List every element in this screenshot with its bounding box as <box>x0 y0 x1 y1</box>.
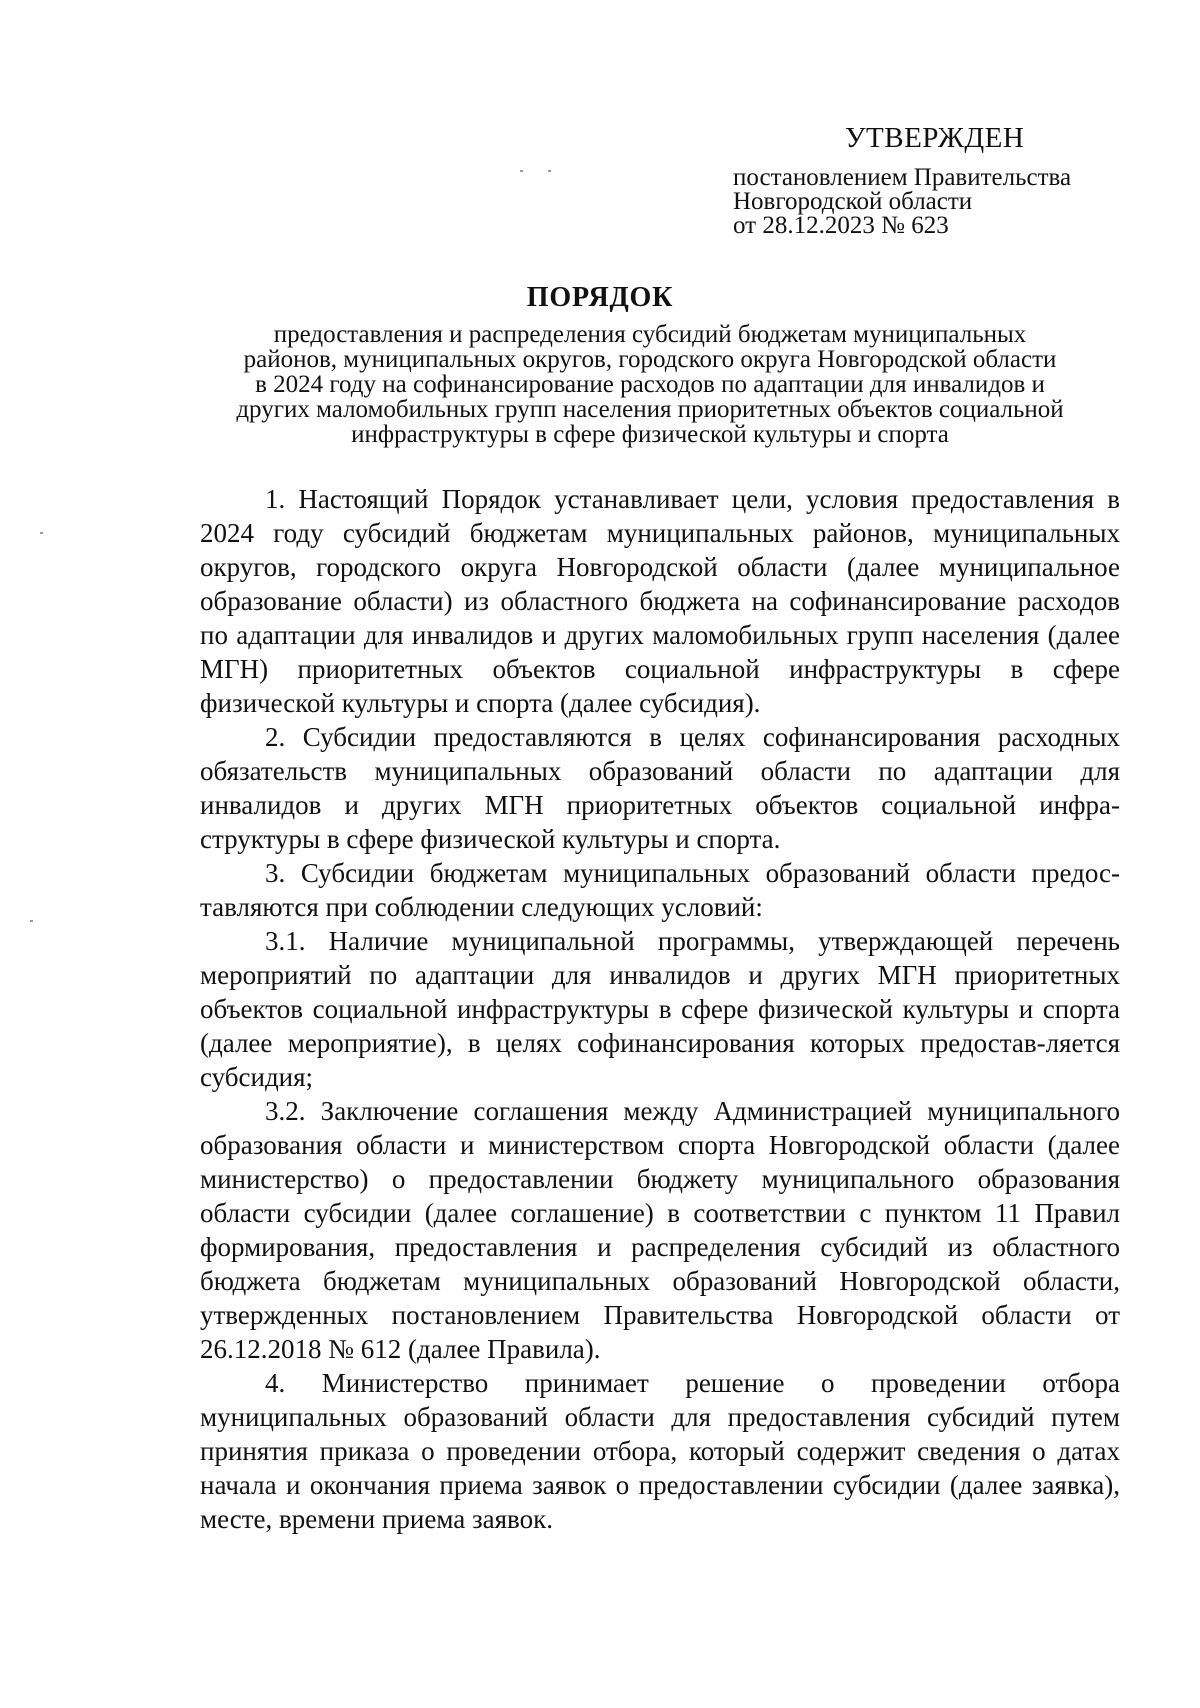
document-subtitle <box>190 322 1110 447</box>
approval-line: от 28.12.2023 № 623 <box>733 212 949 239</box>
document-body <box>200 482 1120 1536</box>
subtitle-line: предоставления и распределения субсидий бюджетам муниципальных <box>273 321 1027 348</box>
approval-line: Новгородской области <box>733 188 973 215</box>
scan-speck <box>40 532 43 534</box>
subtitle-line: инфраструктуры в сфере физической культуры и спорта <box>351 421 949 448</box>
scan-speck <box>520 170 523 172</box>
subtitle-line: в 2024 году на софинансирование расходов по адаптации для инвалидов и <box>255 371 1045 398</box>
paragraph-3-2: 3.2. Заключение соглашения между Администрацией муниципального образования области и министерством спорта Новгородской области (далее министерство) о предоставлении бюджету муниципального образования области субсидии (далее соглашение) в соответствии с пунктом 11 Правил формирования, предоставления и распределения субсидий из областного бюджета бюджетам муниципальных образований Новгородской области, утвержденных постановлением Правительства Новгородской области от 26.12.2018 № 612 (далее Правила). <box>200 1096 1120 1364</box>
approval-line: постановлением Правительства <box>733 164 1072 191</box>
approval-stamp <box>733 122 1173 238</box>
paragraph-4: 4. Министерство принимает решение о проведении отбора муниципальных образований области для предоставления субсидий путем принятия приказа о проведении отбора, который содержит сведения о датах начала и окончания приема заявок о предоставлении субсидии (далее заявка), месте, времени приема заявок. <box>200 1368 1120 1534</box>
subtitle-line: других маломобильных групп населения приоритетных объектов социальной <box>236 396 1064 423</box>
paragraph-1: 1. Настоящий Порядок устанавливает цели, условия предоставления в 2024 году субсидий бюджетам муниципальных районов, муниципальных округов, городского округа Новгородской области (далее муниципальное образование области) из областного бюджета на софинансирование расходов по адаптации для инвалидов и других маломобильных групп населения (далее МГН) приоритетных объектов социальной инфраструктуры в сфере физической культуры и спорта (далее субсидия). <box>200 484 1120 718</box>
paragraph-3: 3. Субсидии бюджетам муниципальных образований области предос-тавляются при соблюдении следующих условий: <box>200 858 1120 922</box>
approval-heading: УТВЕРЖДЕН <box>845 122 1025 154</box>
scan-speck <box>30 920 33 922</box>
scan-speck <box>548 170 551 172</box>
paragraph-3-1: 3.1. Наличие муниципальной программы, утверждающей перечень мероприятий по адаптации для инвалидов и других МГН приоритетных объектов социальной инфраструктуры в сфере физической культуры и спорта (далее мероприятие), в целях софинансирования которых предостав-ляется субсидия; <box>200 926 1120 1092</box>
paragraph-2: 2. Субсидии предоставляются в целях софинансирования расходных обязательств муниципальных образований области по адаптации для инвалидов и других МГН приоритетных объектов социальной инфра-структуры в сфере физической культуры и спорта. <box>200 722 1120 854</box>
subtitle-line: районов, муниципальных округов, городского округа Новгородской области <box>243 346 1057 373</box>
document-title: ПОРЯДОК <box>526 282 674 313</box>
